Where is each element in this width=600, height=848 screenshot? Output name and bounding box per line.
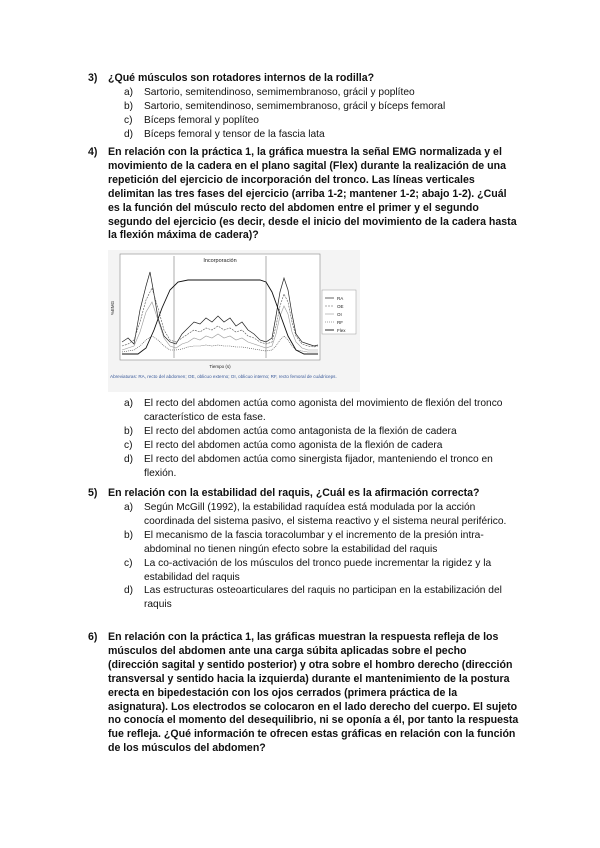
question-3-options	[124, 86, 524, 142]
question-number: 6)	[88, 631, 98, 643]
y-axis-label: %EMG	[110, 300, 115, 316]
option-c	[124, 439, 524, 453]
question-4	[88, 146, 520, 243]
question-5-options	[124, 501, 524, 612]
question-text: En relación con la práctica 1, la gráfica muestra la señal EMG normalizada y el movimiento de la cadera en el plano sagital (Flex) durante la realización de una repetición del ejercicio de incorporación del tronco. Las líneas verticales delimitan las tres fases del ejercicio (arriba 1-2; mantener 1-2; abajo 1-2). ¿Cuál es la función del músculo recto del abdomen entre el primer y el segundo segundo del ejercicio (es decir, desde el inicio del movimiento de la cadera hasta la flexión máxima de cadera)?	[108, 146, 517, 242]
option-letter: b)	[124, 529, 134, 541]
option-d	[124, 128, 524, 142]
option-letter: c)	[124, 557, 133, 569]
option-text: Bíceps femoral y poplíteo	[144, 114, 259, 126]
legend-label-oe: OE	[337, 304, 344, 309]
option-text: El recto del abdomen actúa como antagonista de la flexión de cadera	[144, 425, 457, 437]
question-number: 3)	[88, 72, 98, 84]
option-letter: d)	[124, 453, 134, 465]
question-text: En relación con la práctica 1, las gráficas muestran la respuesta refleja de los músculos del abdomen ante una carga súbita aplicadas sobre el pecho (dirección sagital y sentido posterior) y otra sobre el hombro derecho (dirección transversal y sentido hacia la izquierda) durante el mantenimiento de la postura erecta en bipedestación con los ojos cerrados (primera práctica de la asignatura). Los electrodos se colocaron en el lado derecho del cuerpo. El sujeto no conocía el momento del desequilibrio, ni se oponía a él, por tanto la respuesta fue refleja. ¿Qué información te ofrecen estas gráficas en relación con la función de los músculos del abdomen?	[108, 631, 519, 755]
option-b	[124, 529, 524, 557]
x-axis-label: Tiempo (s)	[209, 364, 231, 369]
emg-chart	[108, 250, 360, 374]
option-a	[124, 86, 524, 100]
option-text: Sartorio, semitendinoso, semimembranoso, grácil y poplíteo	[144, 87, 415, 98]
option-letter: c)	[124, 439, 133, 451]
option-text: La co-activación de los músculos del tronco puede incrementar la rigidez y la estabilidad del raquis	[144, 557, 492, 583]
question-text: En relación con la estabilidad del raquis, ¿Cuál es la afirmación correcta?	[108, 487, 480, 499]
option-text: El recto del abdomen actúa como agonista de la flexión de cadera	[144, 439, 443, 451]
legend-label-rf: RF	[337, 320, 343, 325]
question-6	[88, 631, 520, 756]
option-text: Bíceps femoral y tensor de la fascia lata	[144, 128, 325, 140]
option-d	[124, 584, 524, 612]
option-text: Las estructuras osteoarticulares del raquis no participan en la estabilización del raquis	[144, 585, 502, 611]
question-number: 5)	[88, 487, 98, 499]
option-b	[124, 100, 524, 114]
question-4-options	[124, 397, 524, 480]
option-a	[124, 501, 524, 529]
question-number: 4)	[88, 146, 98, 158]
option-letter: a)	[124, 502, 134, 513]
question-5	[88, 487, 520, 501]
emg-figure	[108, 250, 360, 392]
legend-label-flex: Flex	[337, 328, 346, 333]
option-text: Según McGill (1992), la estabilidad raquídea está modulada por la acción coordinada del sistema pasivo, el sistema reactivo y el sistema neural periférico.	[144, 502, 507, 527]
option-b	[124, 425, 524, 439]
figure-caption: Abreviaturas: RA, recto del abdomen; OE, oblicuo externo; OI, oblicuo interno; RF, recto femoral de cuádriceps.	[110, 374, 337, 379]
option-text: El mecanismo de la fascia toracolumbar y el incremento de la presión intra-abdominal no tienen ningún efecto sobre la estabilidad del raquis	[144, 529, 484, 555]
legend-label-oi: OI	[337, 312, 342, 317]
plot-area	[120, 254, 320, 360]
chart-title: Incorporación	[203, 258, 237, 264]
option-text: El recto del abdomen actúa como agonista del movimiento de flexión del tronco característico de esta fase.	[144, 398, 503, 423]
option-a	[124, 397, 524, 425]
option-letter: a)	[124, 87, 134, 98]
option-c	[124, 557, 524, 585]
option-d	[124, 453, 524, 481]
option-letter: b)	[124, 425, 134, 437]
option-letter: d)	[124, 128, 134, 140]
option-text: Sartorio, semitendinoso, semimembranoso, grácil y bíceps femoral	[144, 100, 446, 112]
question-3	[88, 72, 520, 86]
option-letter: d)	[124, 585, 134, 597]
legend-label-ra: RA	[337, 296, 344, 301]
option-letter: a)	[124, 398, 134, 409]
option-letter: c)	[124, 114, 133, 126]
option-c	[124, 114, 524, 128]
option-letter: b)	[124, 100, 134, 112]
question-text: ¿Qué músculos son rotadores internos de la rodilla?	[108, 72, 375, 84]
option-text: El recto del abdomen actúa como sinergista fijador, manteniendo el tronco en flexión.	[144, 453, 493, 479]
